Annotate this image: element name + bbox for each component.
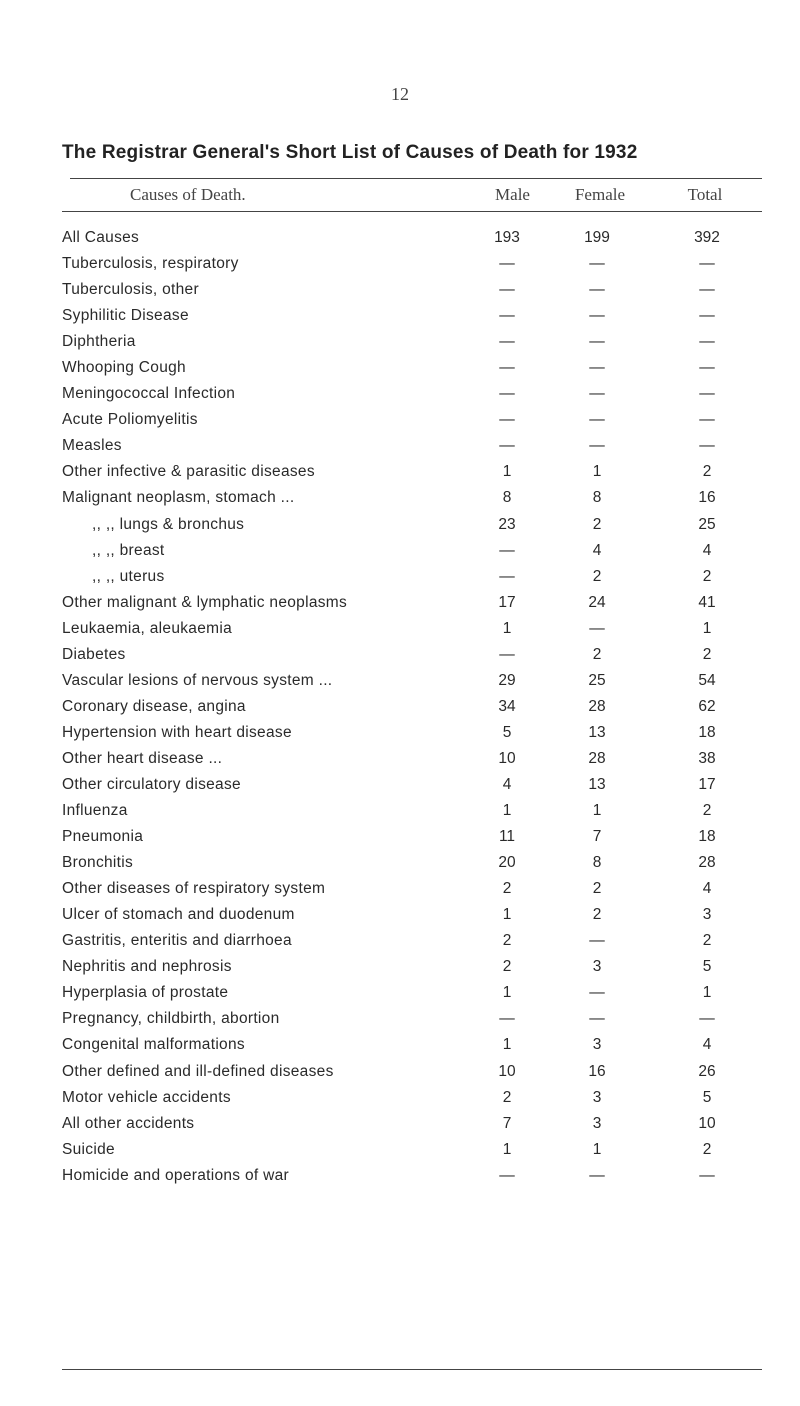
male-count: 8 [502,489,512,507]
cause-label: Congenital malformations [62,1036,249,1053]
male-count: 1 [502,1140,512,1158]
male-count: 1 [502,906,512,924]
cause-cell [62,980,502,1006]
female-count: — [589,1010,605,1028]
male-count: 2 [502,880,512,898]
total-count: 28 [698,854,716,872]
total-count: 4 [702,541,712,559]
cause-label: Pneumonia [62,828,147,845]
cause-label: Motor vehicle accidents [62,1089,235,1106]
cause-cell [62,277,502,303]
female-count: 24 [588,593,606,611]
table-row [62,902,762,928]
female-count: 3 [592,1036,602,1054]
cause-cell [62,642,502,668]
cause-label: Homicide and operations of war [62,1167,293,1184]
cause-label: Other infective & parasitic diseases [62,463,319,480]
female-count: — [589,411,605,429]
column-header-female: Female [574,185,626,204]
page-title: The Registrar General's Short List of Causes of Death for 1932 [62,142,638,163]
table-row [62,225,762,251]
total-count: 5 [702,958,712,976]
total-count: 4 [702,1036,712,1054]
cause-label: Acute Poliomyelitis [62,411,202,428]
female-count: 7 [592,828,602,846]
table-row [62,1111,762,1137]
table-top-rule [70,178,762,179]
cause-cell [62,407,502,433]
table-row [62,746,762,772]
table-row [62,616,762,642]
table-row [62,850,762,876]
table-row [62,512,762,538]
cause-label: Influenza [62,802,132,819]
female-count: 4 [592,541,602,559]
male-count: 7 [502,1114,512,1132]
table-row [62,590,762,616]
male-count: 34 [498,697,516,715]
cause-cell [62,1006,502,1032]
cause-label: Measles [62,437,126,454]
total-count: 2 [702,932,712,950]
male-count: — [499,567,515,585]
cause-label: Nephritis and nephrosis [62,958,236,975]
table-bottom-rule [62,1369,762,1370]
cause-cell [62,850,502,876]
table-row [62,1137,762,1163]
cause-label: Diabetes [62,646,130,663]
table-row [62,798,762,824]
cause-cell [62,564,502,590]
male-count: 1 [502,619,512,637]
table-row [62,459,762,485]
cause-label: ,, ,, breast [62,542,169,559]
table-row [62,642,762,668]
total-count: 62 [698,697,716,715]
female-count: — [589,333,605,351]
cause-label: Suicide [62,1141,119,1158]
female-count: — [589,984,605,1002]
female-count: 2 [592,880,602,898]
table-row [62,564,762,590]
cause-cell [62,433,502,459]
female-count: 2 [592,906,602,924]
table-row [62,355,762,381]
male-count: 10 [498,749,516,767]
female-count: — [589,307,605,325]
male-count: 10 [498,1062,516,1080]
total-count: — [699,307,715,325]
male-count: — [499,281,515,299]
header-rule [62,211,762,212]
cause-label: Hyperplasia of prostate [62,984,232,1001]
male-count: 20 [498,854,516,872]
cause-label: Pregnancy, childbirth, abortion [62,1010,284,1027]
male-count: — [499,307,515,325]
cause-label: Leukaemia, aleukaemia [62,620,236,637]
male-count: 29 [498,671,516,689]
cause-cell [62,1111,502,1137]
cause-label: Ulcer of stomach and duodenum [62,906,299,923]
total-count: 3 [702,906,712,924]
table-row [62,668,762,694]
column-header-total: Total [687,185,723,204]
total-count: 4 [702,880,712,898]
cause-cell [62,1163,502,1189]
table-row [62,824,762,850]
female-count: 3 [592,958,602,976]
cause-cell [62,485,502,511]
female-count: — [589,255,605,273]
cause-label: All other accidents [62,1115,198,1132]
cause-cell [62,772,502,798]
male-count: 17 [498,593,516,611]
cause-cell [62,538,502,564]
male-count: 23 [498,515,516,533]
table-row [62,876,762,902]
table-row [62,928,762,954]
cause-cell [62,1085,502,1111]
total-count: — [699,359,715,377]
female-count: — [589,932,605,950]
male-count: 5 [502,723,512,741]
male-count: 1 [502,463,512,481]
total-count: 1 [702,984,712,1002]
total-count: 1 [702,619,712,637]
total-count: 17 [698,775,716,793]
cause-cell [62,798,502,824]
table-row [62,1006,762,1032]
table-row [62,954,762,980]
female-count: 13 [588,775,606,793]
cause-cell [62,1032,502,1058]
dot-leader [62,451,496,452]
cause-label: Bronchitis [62,854,137,871]
cause-cell [62,668,502,694]
cause-cell [62,824,502,850]
table-row [62,694,762,720]
cause-cell [62,928,502,954]
male-count: 1 [502,802,512,820]
cause-cell [62,1059,502,1085]
table-row [62,720,762,746]
total-count: — [699,411,715,429]
male-count: — [499,359,515,377]
female-count: 199 [584,229,610,246]
female-count: — [589,281,605,299]
cause-cell [62,876,502,902]
cause-label: Hypertension with heart disease [62,724,296,741]
cause-cell [62,381,502,407]
cause-cell [62,954,502,980]
cause-cell [62,225,502,251]
table-row [62,433,762,459]
female-count: — [589,1166,605,1184]
male-count: — [499,333,515,351]
male-count: — [499,1010,515,1028]
table-row [62,407,762,433]
cause-label: Meningococcal Infection [62,385,239,402]
male-count: — [499,385,515,403]
cause-label: Diphtheria [62,333,140,350]
cause-label: Whooping Cough [62,359,190,376]
total-count: — [699,385,715,403]
cause-cell [62,616,502,642]
table-row [62,251,762,277]
total-count: 392 [694,229,720,246]
female-count: 1 [592,1140,602,1158]
female-count: 8 [592,489,602,507]
female-count: 2 [592,645,602,663]
cause-label: Malignant neoplasm, stomach ... [62,489,298,506]
table-row [62,980,762,1006]
total-count: 2 [702,567,712,585]
female-count: 2 [592,515,602,533]
cause-cell [62,329,502,355]
total-count: 26 [698,1062,716,1080]
total-count: 18 [698,828,716,846]
female-count: 25 [588,671,606,689]
male-count: — [499,541,515,559]
female-count: 28 [588,697,606,715]
total-count: 5 [702,1088,712,1106]
total-count: — [699,1010,715,1028]
cause-cell [62,1137,502,1163]
cause-label: Vascular lesions of nervous system ... [62,672,336,689]
table-row [62,538,762,564]
table-row [62,485,762,511]
column-header-cause: Causes of Death. [130,185,246,204]
cause-label: Other diseases of respiratory system [62,880,329,897]
total-count: 2 [702,1140,712,1158]
table-row [62,772,762,798]
male-count: 193 [494,229,520,246]
cause-label: Other malignant & lymphatic neoplasms [62,594,351,611]
male-count: 2 [502,958,512,976]
cause-cell [62,902,502,928]
male-count: 2 [502,932,512,950]
total-count: 16 [698,489,716,507]
table-row [62,1059,762,1085]
male-count: — [499,437,515,455]
cause-label: Syphilitic Disease [62,307,193,324]
causes-table [62,225,762,1189]
table-row [62,381,762,407]
female-count: 28 [588,749,606,767]
female-count: — [589,385,605,403]
page-number: 12 [391,84,409,104]
total-count: 2 [702,463,712,481]
cause-cell [62,746,502,772]
table-row [62,303,762,329]
female-count: 3 [592,1088,602,1106]
total-count: 25 [698,515,716,533]
table-row [62,1163,762,1189]
female-count: 13 [588,723,606,741]
female-count: — [589,359,605,377]
male-count: 2 [502,1088,512,1106]
male-count: — [499,1166,515,1184]
cause-cell [62,512,502,538]
cause-label: Other heart disease ... [62,750,226,767]
male-count: — [499,411,515,429]
male-count: 11 [498,828,516,846]
female-count: 8 [592,854,602,872]
cause-cell [62,355,502,381]
total-count: — [699,281,715,299]
total-count: 38 [698,749,716,767]
cause-cell [62,590,502,616]
table-row [62,1085,762,1111]
cause-cell [62,694,502,720]
total-count: 41 [698,593,716,611]
cause-label: Tuberculosis, respiratory [62,255,243,272]
cause-label: Coronary disease, angina [62,698,250,715]
female-count: 3 [592,1114,602,1132]
male-count: 4 [502,775,512,793]
male-count: 1 [502,1036,512,1054]
table-row [62,277,762,303]
male-count: 1 [502,984,512,1002]
total-count: 2 [702,802,712,820]
total-count: — [699,255,715,273]
cause-label: ,, ,, uterus [62,568,169,585]
total-count: — [699,1166,715,1184]
female-count: 1 [592,802,602,820]
female-count: — [589,437,605,455]
female-count: 1 [592,463,602,481]
total-count: 2 [702,645,712,663]
total-count: 54 [698,671,716,689]
table-row [62,329,762,355]
cause-label: Tuberculosis, other [62,281,203,298]
cause-cell [62,251,502,277]
table-row [62,1032,762,1058]
female-count: — [589,619,605,637]
female-count: 2 [592,567,602,585]
total-count: — [699,333,715,351]
total-count: 18 [698,723,716,741]
cause-label: Gastritis, enteritis and diarrhoea [62,932,296,949]
female-count: 16 [588,1062,606,1080]
male-count: — [499,645,515,663]
total-count: 10 [698,1114,716,1132]
cause-cell [62,303,502,329]
cause-cell [62,459,502,485]
cause-cell [62,720,502,746]
dot-leader [62,1155,496,1156]
total-count: — [699,437,715,455]
cause-label: Other circulatory disease [62,776,245,793]
column-header-male: Male [495,185,530,204]
cause-label: All Causes [62,229,143,246]
male-count: — [499,255,515,273]
cause-label: ,, ,, lungs & bronchus [62,516,248,533]
cause-label: Other defined and ill-defined diseases [62,1063,338,1080]
